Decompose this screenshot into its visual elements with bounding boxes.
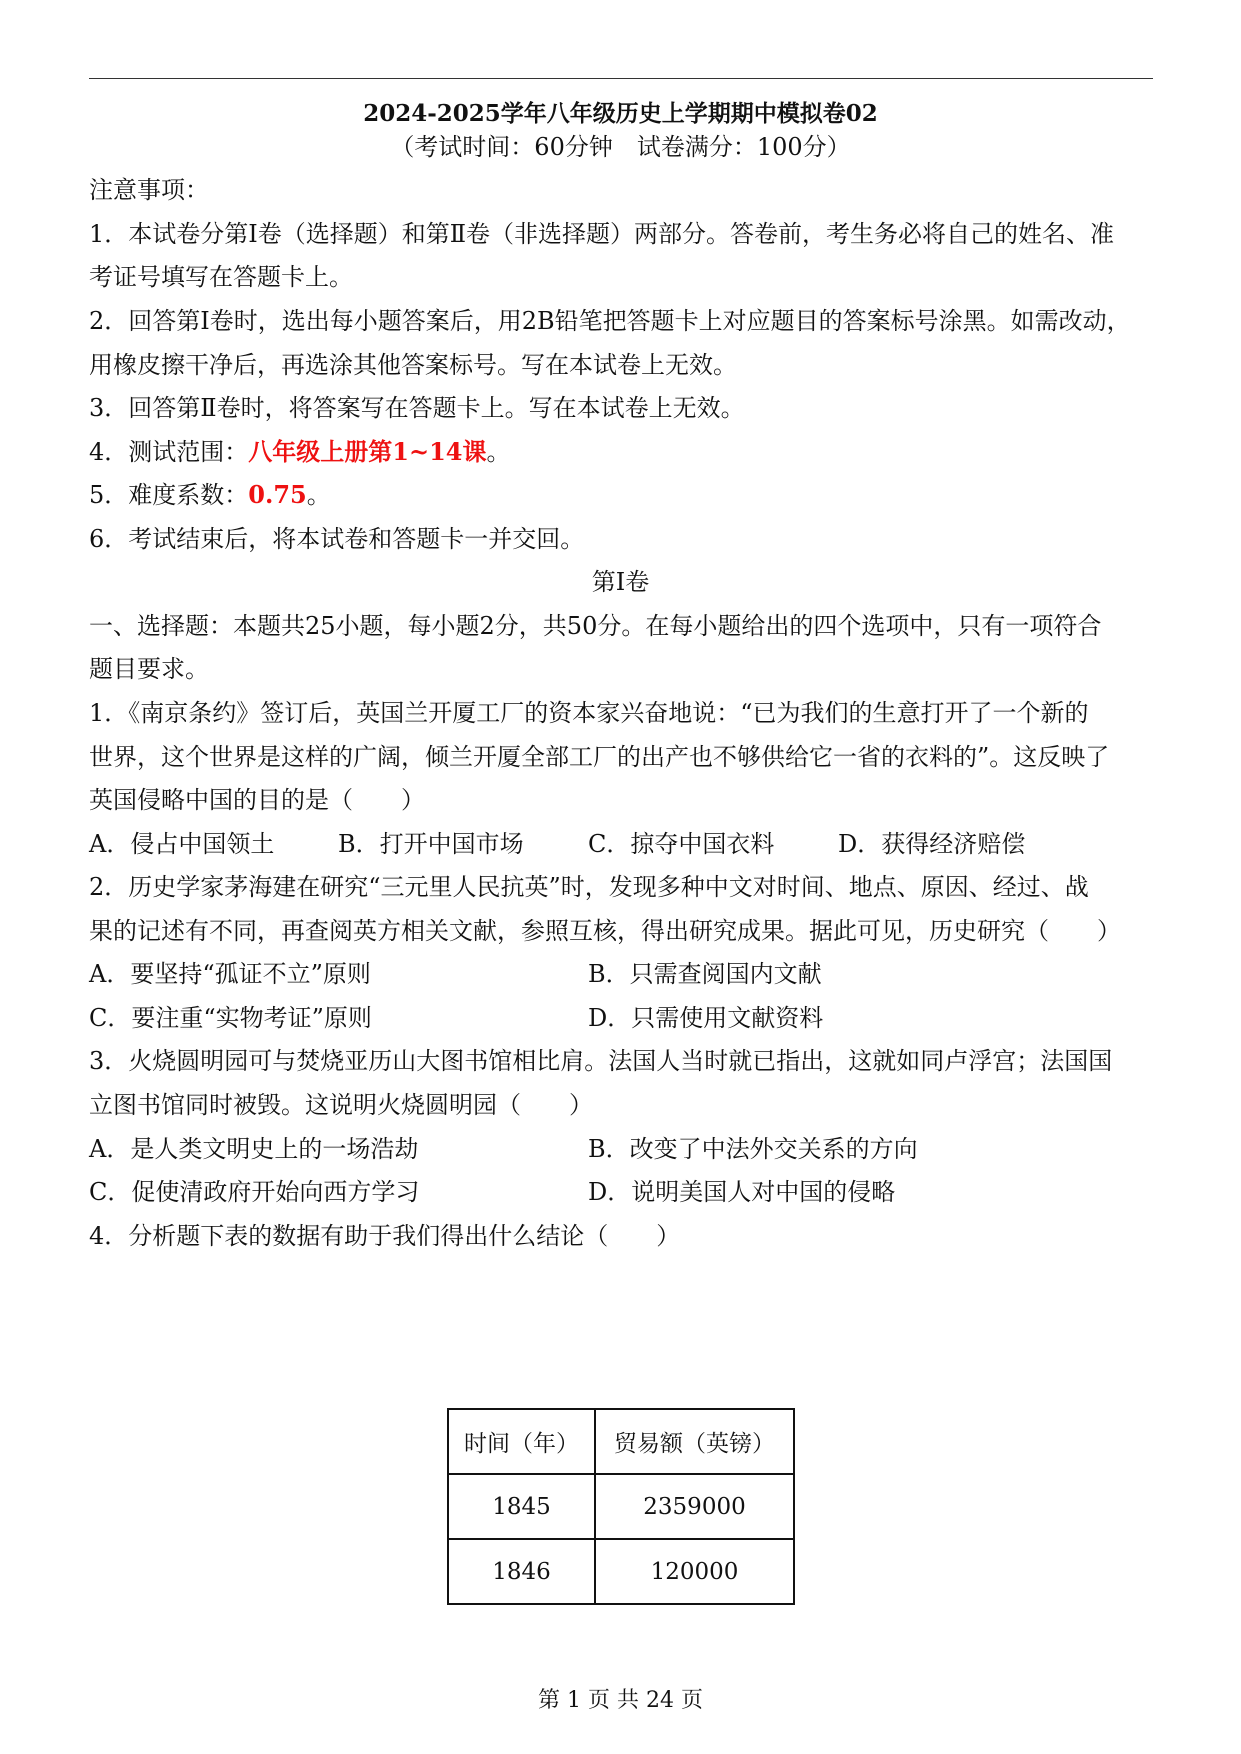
notice-item-5-prefix: 5．难度系数： [89,481,249,509]
exam-subtitle: （考试时间：60分钟 试卷满分：100分） [390,133,851,161]
exam-title: 2024-2025学年八年级历史上学期期中模拟卷02 [363,100,878,127]
notice-item-1b: 考证号填写在答题卡上。 [89,263,353,291]
page-footer: 第 1 页 共 24 页 [538,1688,703,1713]
q1-option-c: C．掠夺中国衣料 [588,830,775,858]
q3-option-a: A．是人类文明史上的一场浩劫 [89,1135,419,1163]
q3-options-row-2 [0,1177,1241,1207]
difficulty-value: 0.75 [248,480,307,509]
q4-stem: 4．分析题下表的数据有助于我们得出什么结论（ ） [89,1222,681,1250]
q1-option-a: A．侵占中国领土 [89,830,275,858]
notice-item-2b: 用橡皮擦干净后，再选涂其他答案标号。写在本试卷上无效。 [89,351,737,379]
q3-option-b: B．改变了中法外交关系的方向 [588,1135,918,1163]
notice-item-1a: 1．本试卷分第Ⅰ卷（选择题）和第Ⅱ卷（非选择题）两部分。答卷前，考生务必将自己的姓名、准 [89,220,1115,248]
notice-item-2a: 2．回答第Ⅰ卷时，选出每小题答案后，用2B铅笔把答题卡上对应题目的答案标号涂黑。如需改动， [89,307,1131,335]
notice-item-5 [89,480,331,510]
table-cell-year: 1846 [448,1539,595,1604]
table-header-trade: 贸易额（英镑） [595,1409,794,1474]
q2-option-d: D．只需使用文献资料 [588,1004,824,1032]
section-instruction-2: 题目要求。 [89,655,209,683]
table-header-row [448,1409,794,1474]
table-row [448,1539,794,1604]
q1-option-b: B．打开中国市场 [338,830,524,858]
table-header-year: 时间（年） [448,1409,595,1474]
q3-options-row-1 [0,1134,1241,1164]
notice-item-6: 6．考试结束后，将本试卷和答题卡一并交回。 [89,525,585,553]
notice-item-3: 3．回答第Ⅱ卷时，将答案写在答题卡上。写在本试卷上无效。 [89,394,745,422]
notice-item-4-suffix: 。 [486,438,511,466]
q2-option-a: A．要坚持“孤证不立”原则 [89,960,371,988]
table-cell-year: 1845 [448,1474,595,1539]
q2-options-row-1 [0,959,1241,989]
q1-stem-1: 1．《南京条约》签订后，英国兰开厦工厂的资本家兴奋地说：“已为我们的生意打开了一个新的 [89,699,1089,727]
notice-item-4-prefix: 4．测试范围： [89,438,249,466]
test-scope: 八年级上册第1~14课 [248,437,487,466]
q3-option-d: D．说明美国人对中国的侵略 [588,1178,896,1206]
q1-options [0,829,1241,859]
notice-item-5-suffix: 。 [306,481,331,509]
part-title: 第Ⅰ卷 [591,568,650,596]
table-cell-trade: 2359000 [595,1474,794,1539]
q3-stem-2: 立图书馆同时被毁。这说明火烧圆明园（ ） [89,1091,593,1119]
q2-option-b: B．只需查阅国内文献 [588,960,822,988]
table-row [448,1474,794,1539]
notice-heading: 注意事项： [89,176,209,204]
table-cell-trade: 120000 [595,1539,794,1604]
q3-stem-1: 3．火烧圆明园可与焚烧亚历山大图书馆相比肩。法国人当时就已指出，这就如同卢浮宫；法国国 [89,1047,1113,1075]
q1-stem-2: 世界，这个世界是这样的广阔，倾兰开厦全部工厂的出产也不够供给它一省的衣料的”。这反映了 [89,743,1110,771]
trade-table [447,1408,795,1605]
q1-option-d: D．获得经济赔偿 [838,830,1026,858]
q2-stem-1: 2．历史学家茅海建在研究“三元里人民抗英”时，发现多种中文对时间、地点、原因、经过、战 [89,873,1089,901]
notice-item-4 [89,437,511,467]
q1-stem-3: 英国侵略中国的目的是（ ） [89,786,425,814]
q2-stem-2: 果的记述有不同，再查阅英方相关文献，参照互核，得出研究成果。据此可见，历史研究（ ） [89,917,1121,945]
q2-option-c: C．要注重“实物考证”原则 [89,1004,372,1032]
q3-option-c: C．促使清政府开始向西方学习 [89,1178,420,1206]
header-rule [89,78,1153,79]
q2-options-row-2 [0,1003,1241,1033]
section-instruction-1: 一、选择题：本题共25小题，每小题2分，共50分。在每小题给出的四个选项中，只有一项符合 [89,612,1102,640]
